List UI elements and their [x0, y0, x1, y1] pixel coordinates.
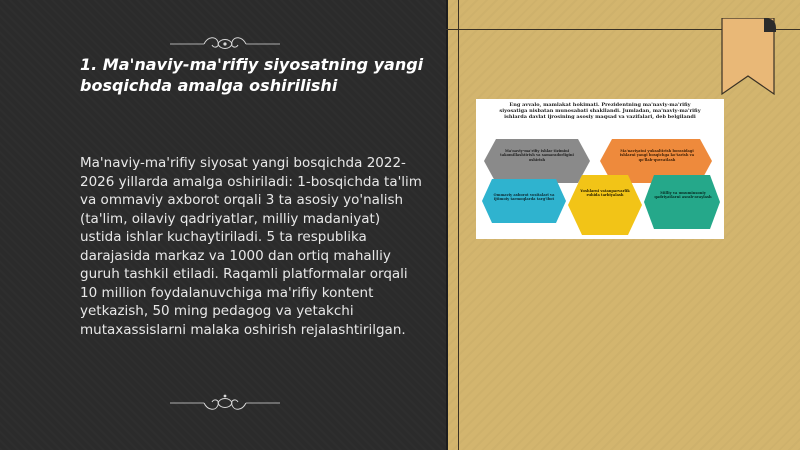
hexagon-orange-text: Ma'naviyatni yuksaltirish borasidagi ishlarni yangi bosqichga ko'tarish va qo'llab-quvvatlash: [619, 149, 695, 162]
hexagon-cyan-text: Ommaviy axborot vositalari va ijtimoiy tarmoqlarda targ'ibot: [493, 193, 555, 202]
bookmark-ribbon-icon: [720, 18, 776, 96]
panel-divider: [446, 0, 448, 450]
ornament-flourish-icon: [170, 392, 280, 414]
hexagon-teal: [644, 175, 720, 229]
decorative-vertical-rule: [458, 0, 459, 450]
hexagon-gray-text: Ma'naviy-ma'rifiy ishlar tizimini takomillashtirish va samaradorligini oshirish: [500, 149, 574, 162]
hexagon-yellow: [568, 175, 642, 235]
hexagon-yellow-text: Yoshlarni vatanparvarlik ruhida tarbiyalash: [580, 189, 630, 198]
ornament-flourish-icon: [170, 33, 280, 55]
hexagon-teal-text: Milliy va umuminsoniy qadriyatlarni asrab-avaylash: [654, 191, 712, 200]
hexagon-diagram-image: [476, 99, 724, 239]
diagram-heading: Eng avvalo, mamlakat hokimati. Prezidentning ma'naviy-ma'rifiy siyosatiga nisbatan munosabati shakllandi. Jumladan, ma'naviy-ma'rifiy ishlarda davlat ijrosining asosiy maqsad va vazifalari, deb belgilandi: [499, 102, 701, 120]
slide-body-text: Ma'naviy-ma'rifiy siyosat yangi bosqichda 2022-2026 yillarda amalga oshiriladi: 1-bosqichda ta'lim va ommaviy axborot orqali 3 ta asosiy yo'nalish (ta'lim, oilaviy qadriyatlar, milliy madaniyat) ustida ishlar kuchaytiriladi. 5 ta respublika darajasida markaz va 1000 dan ortiq mahalliy guruh tashkil etiladi. Raqamli platformalar orqali 10 million foydalanuvchiga ma'rifiy kontent yetkazish, 50 ming pedagog va yetakchi mutaxassislarni malaka oshirish rejalashtirilgan.: [80, 155, 422, 338]
slide-title: 1. Ma'naviy-ma'rifiy siyosatning yangi bosqichda amalga oshirilishi: [80, 55, 424, 95]
